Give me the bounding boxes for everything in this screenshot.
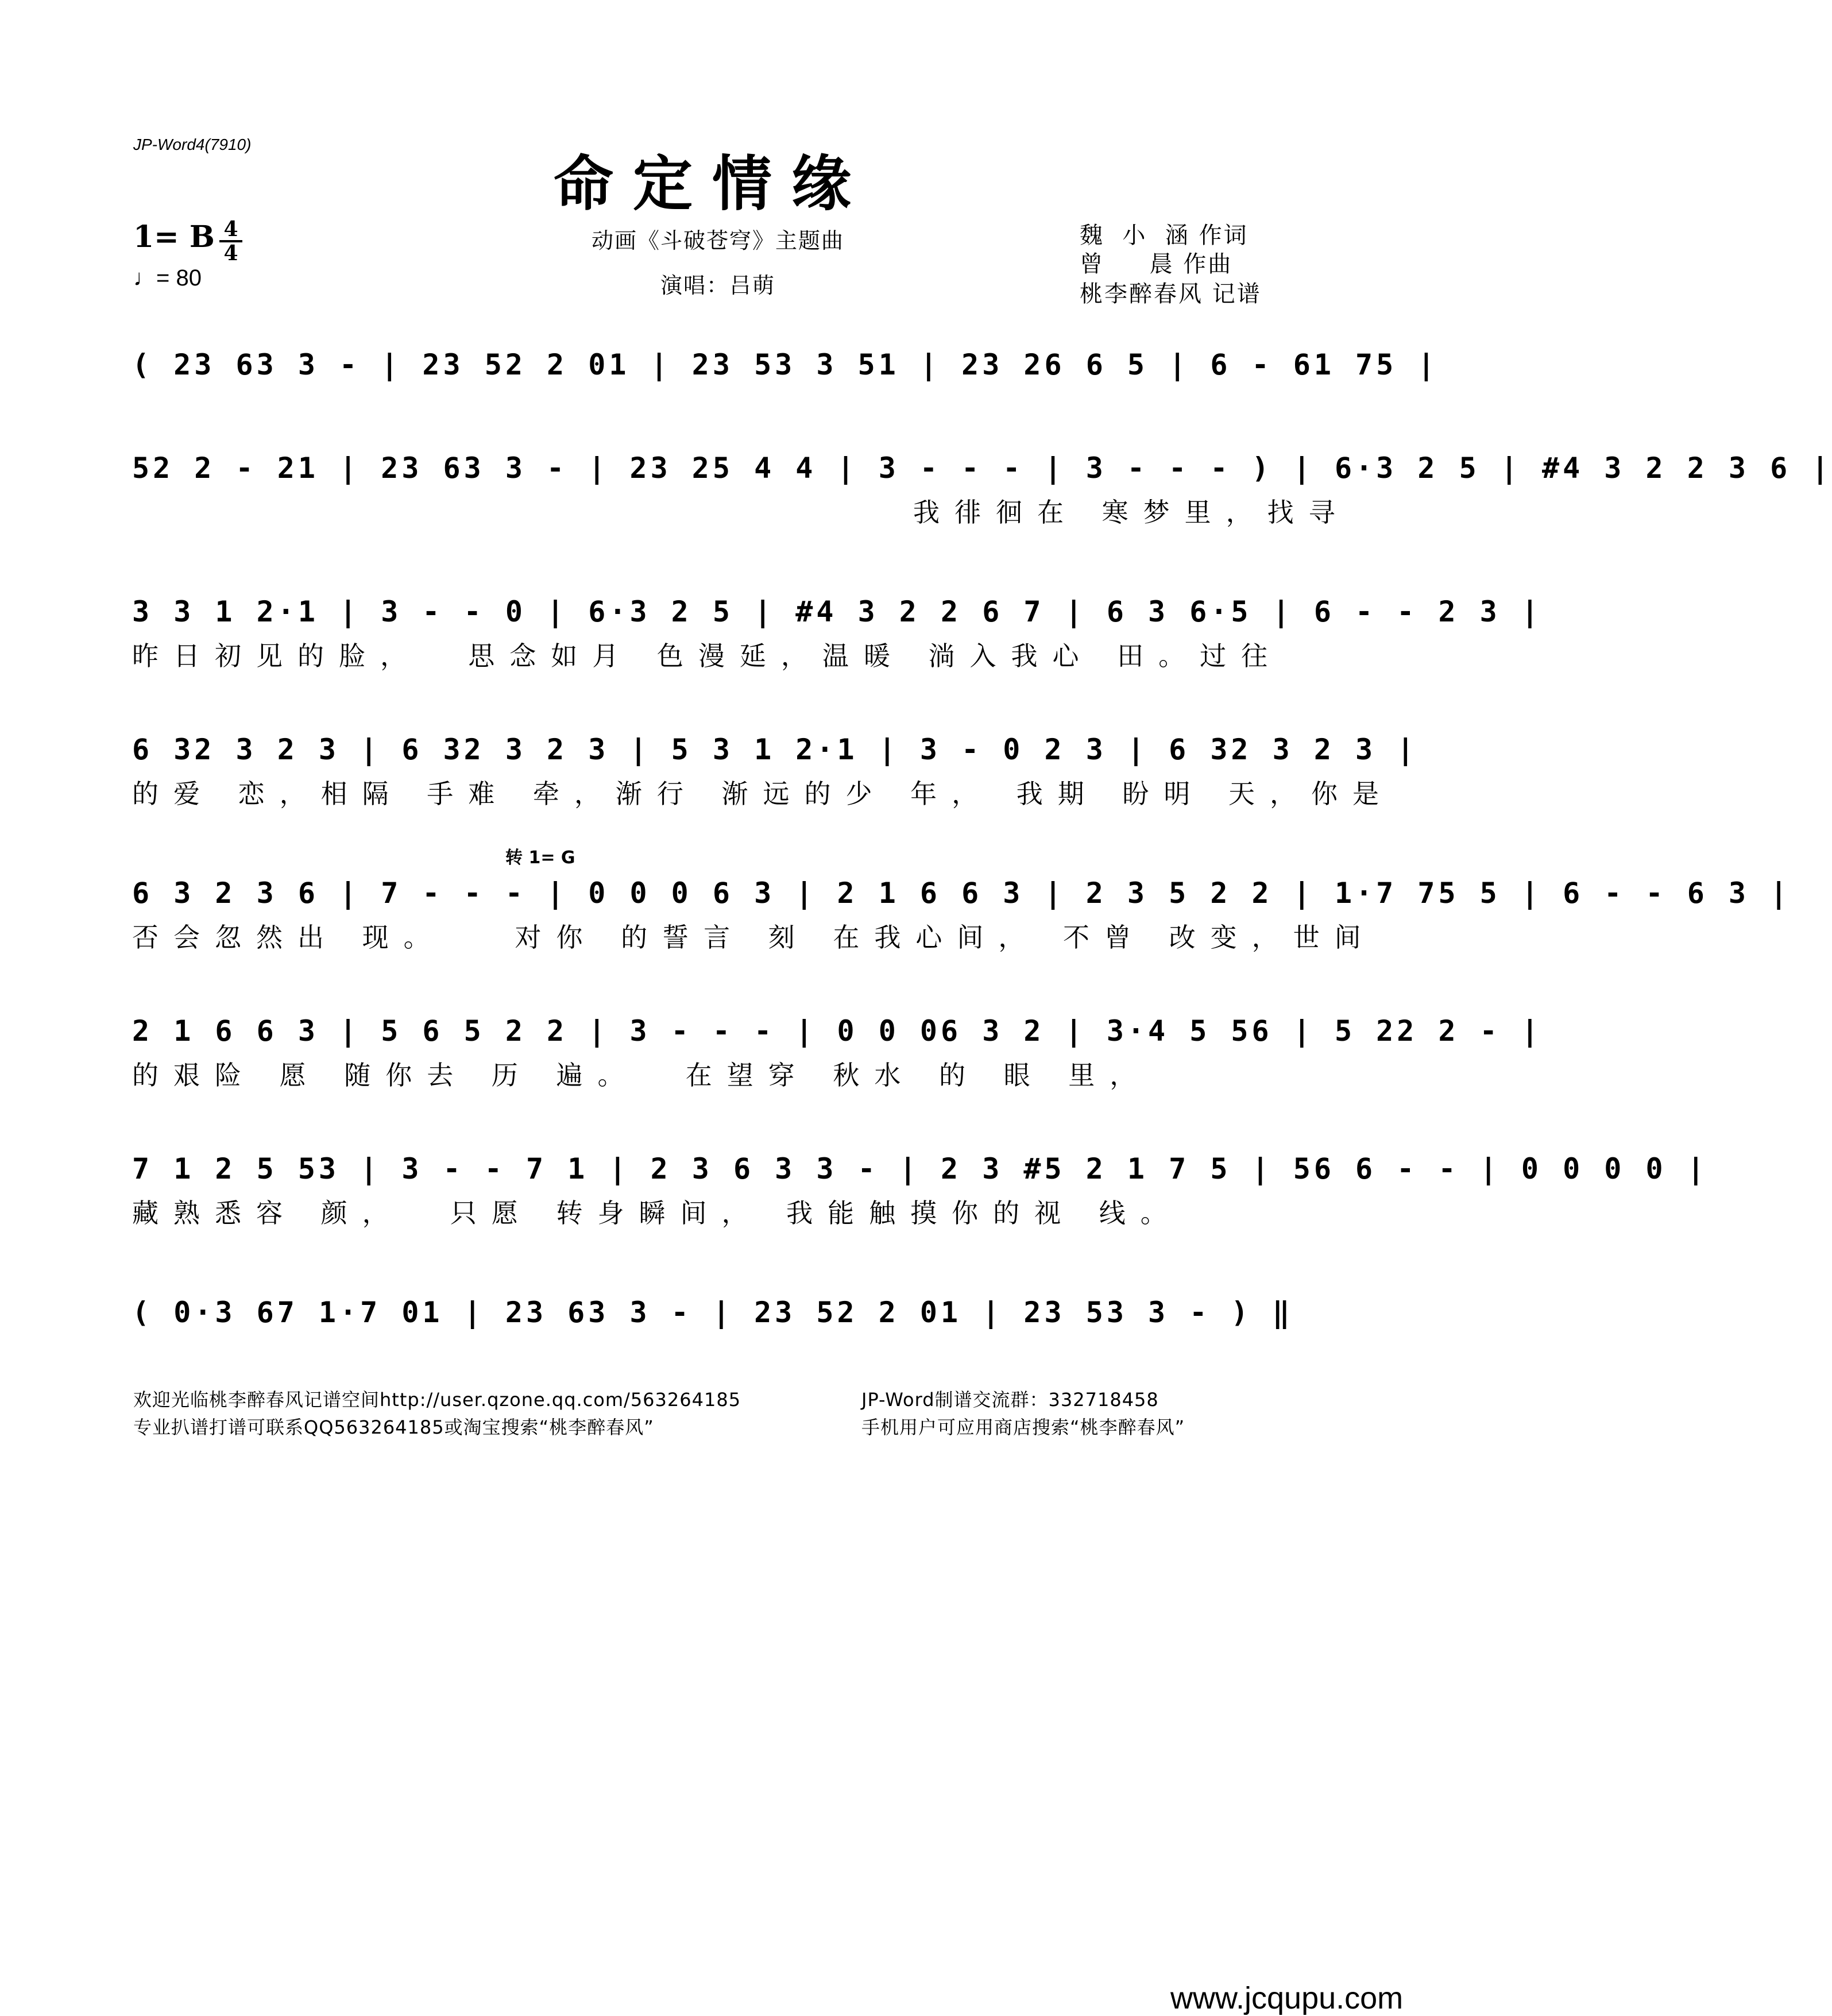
song-title: 命定情缘 [553,148,871,219]
score-system-4 [132,729,1418,811]
composer-credit: 曾 晨 作曲 [1080,251,1233,277]
score-system-2 [132,448,1832,530]
notation-line: 7 1 2 5 53 | 3 - - 7 1 | 2 3 6 3 3 - | 2 3 #5 2 1 7 5 | 56 6 - - | 0 0 0 0 | [132,1152,1708,1185]
score-system-8 [132,1292,1292,1333]
footer-app: 手机用户可应用商店搜索“桃李醉春风” [861,1416,1185,1438]
lyric-line: 昨日初见的脸， 思念如月 色漫延，温暖 淌入我心 田。过往 [132,640,1283,671]
software-label: JP-Word4(7910) [133,136,252,153]
notation-line: 6 3 2 3 6 | 7 - - - | 0 0 0 6 3 | 2 1 6 6 3 | 2 3 5 2 2 | 1·7 75 5 | 6 - - 6 3 | [132,876,1791,910]
song-subtitle: 动画《斗破苍穹》主题曲 [591,228,844,253]
score-system-1 [132,345,1439,385]
lyric-line: 我徘徊在 寒梦里，找寻 [913,497,1350,528]
notation-line: 52 2 - 21 | 23 63 3 - | 23 25 4 4 | 3 - - - | 3 - - - ) | 6·3 2 5 | #4 3 2 2 3 6 | [132,451,1832,485]
time-signature [219,218,242,264]
lyric-line: 藏熟悉容 颜， 只愿 转身瞬间， 我能触摸你的视 线。 [132,1198,1182,1229]
notation-line: 2 1 6 6 3 | 5 6 5 2 2 | 3 - - - | 0 0 06 3 2 | 3·4 5 56 | 5 22 2 - | [132,1014,1542,1048]
score-system-5 [132,873,1791,955]
site-watermark: www.jcqupu.com [1170,1981,1404,2015]
lyric-line: 否会忽然出 现。 对你 的誓言 刻 在我心间， 不曾 改变，世间 [132,922,1376,953]
score-system-6 [132,1011,1542,1092]
time-numerator: 4 [219,218,242,242]
footer-contact: 专业扒谱打谱可联系QQ563264185或淘宝搜索“桃李醉春风” [133,1416,654,1438]
footer-website: 欢迎光临桃李醉春风记谱空间http://user.qzone.qq.com/563264185 [133,1389,741,1411]
lyric-line: 的爱 恋，相隔 手难 牵，渐行 渐远的少 年， 我期 盼明 天，你是 [132,778,1394,809]
notation-line: ( 0·3 67 1·7 01 | 23 63 3 - | 23 52 2 01 | 23 53 3 - ) ‖ [132,1296,1293,1329]
notation-line: ( 23 63 3 - | 23 52 2 01 | 23 53 3 51 | 23 26 6 5 | 6 - 61 75 | [132,348,1439,381]
score-system-3 [132,592,1542,673]
transcriber-credit: 桃李醉春风 记谱 [1080,281,1262,307]
time-denominator: 4 [223,241,238,265]
lyric-line: 的艰险 愿 随你去 历 遍。 在望穿 秋水 的 眼 里， [132,1060,1151,1091]
notation-line: 3 3 1 2·1 | 3 - - 0 | 6·3 2 5 | #4 3 2 2 6 7 | 6 3 6·5 | 6 - - 2 3 | [132,595,1542,628]
tempo-marking: ♩= 80 [133,265,202,291]
notation-line: 6 32 3 2 3 | 6 32 3 2 3 | 5 3 1 2·1 | 3 - 0 2 3 | 6 32 3 2 3 | [132,733,1418,766]
lyricist-credit: 魏 小 涵 作词 [1080,222,1249,249]
key-signature: 1= B [133,219,215,254]
score-system-7 [132,1149,1708,1230]
modulation-marking: 转 1= G [505,848,575,868]
singer-credit: 演唱：吕萌 [660,273,775,298]
footer-group: JP-Word制谱交流群：332718458 [861,1389,1159,1411]
